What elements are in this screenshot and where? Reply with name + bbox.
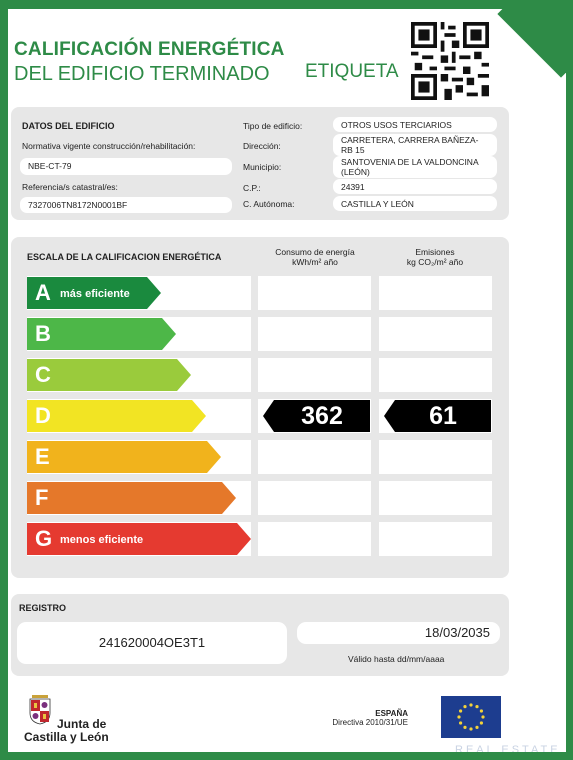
registro-section-title: REGISTRO xyxy=(19,603,67,613)
energy-class-f-arrow xyxy=(27,482,238,514)
scale-section-title: ESCALA DE LA CALIFICACION ENERGÉTICA xyxy=(27,252,222,262)
consumo-cell xyxy=(258,276,371,310)
direccion-line2: RB 15 xyxy=(341,145,365,155)
normativa-label: Normativa vigente construcción/rehabilitación: xyxy=(22,141,196,151)
eu-stars-icon xyxy=(441,696,501,738)
emisiones-cell xyxy=(379,276,492,310)
municipio-line1: SANTOVENIA DE LA VALDONCINA xyxy=(341,157,479,167)
energy-class-bar xyxy=(27,482,222,514)
emisiones-rating-marker xyxy=(384,400,492,432)
energy-class-letter: F xyxy=(35,485,49,510)
title-line2: DEL EDIFICIO TERMINADO xyxy=(14,63,270,85)
energy-class-tip xyxy=(162,318,176,350)
emisiones-header-line2: kg CO₂/m² año xyxy=(406,257,464,267)
municipio-value xyxy=(333,156,497,178)
energy-class-tip xyxy=(192,400,206,432)
consumo-cell xyxy=(258,358,371,392)
consumo-header-line2: kWh/m² año xyxy=(292,257,338,267)
energy-class-e-arrow xyxy=(27,441,223,473)
valid-until-label: Válido hasta dd/mm/aaaa xyxy=(348,654,445,664)
consumo-cell xyxy=(258,440,371,474)
energy-class-tip xyxy=(147,277,161,309)
directive-label: Directiva 2010/31/UE xyxy=(332,718,408,727)
direccion-label: Dirección: xyxy=(243,141,281,151)
autonoma-label: C. Autónoma: xyxy=(243,199,295,209)
watermark-text: REAL ESTATE xyxy=(455,744,561,752)
consumo-cell xyxy=(258,317,371,351)
energy-class-c-arrow xyxy=(27,359,193,391)
valid-until-date: 18/03/2035 xyxy=(297,622,500,644)
rating-marker-tip xyxy=(384,400,395,432)
autonoma-value: CASTILLA Y LEÓN xyxy=(333,196,497,211)
energy-class-tip xyxy=(177,359,191,391)
energy-class-letter: E xyxy=(35,444,50,469)
rating-marker-value: 362 xyxy=(274,400,370,432)
consumo-cell xyxy=(258,481,371,515)
title-line1: CALIFICACIÓN ENERGÉTICA xyxy=(14,39,285,60)
qr-code-icon xyxy=(411,22,489,100)
emisiones-cell xyxy=(379,481,492,515)
jcl-line2: Castilla y León xyxy=(24,730,109,744)
direccion-value xyxy=(333,134,497,156)
energy-class-tip xyxy=(222,482,236,514)
tipo-label: Tipo de edificio: xyxy=(243,121,303,131)
folded-corner xyxy=(497,9,566,78)
energy-class-sublabel: menos eficiente xyxy=(60,534,144,546)
energy-class-b-arrow xyxy=(27,318,178,350)
emisiones-cell xyxy=(379,440,492,474)
rating-marker-value: 61 xyxy=(395,400,491,432)
consumo-header-line1: Consumo de energía xyxy=(275,247,355,257)
eu-flag-icon xyxy=(441,696,501,738)
energy-class-letter: G xyxy=(35,526,53,551)
cp-label: C.P.: xyxy=(243,183,261,193)
tipo-value: OTROS USOS TERCIARIOS xyxy=(333,117,497,132)
etiqueta-label: ETIQUETA xyxy=(305,61,399,82)
consumo-rating-marker xyxy=(263,400,371,432)
municipio-line2: (LEÓN) xyxy=(341,167,370,177)
energy-class-letter: B xyxy=(35,321,51,346)
energy-class-tip xyxy=(237,523,251,555)
emisiones-header-line1: Emisiones xyxy=(415,247,455,257)
energy-class-g-arrow xyxy=(27,523,253,555)
rating-marker-tip xyxy=(263,400,274,432)
energy-class-sublabel: más eficiente xyxy=(60,288,130,300)
direccion-line1: CARRETERA, CARRERA BAÑEZA- xyxy=(341,135,479,145)
normativa-value: NBE-CT-79 xyxy=(20,158,232,175)
cp-value: 24391 xyxy=(333,179,497,194)
emisiones-cell xyxy=(379,522,492,556)
emisiones-cell xyxy=(379,358,492,392)
municipio-label: Municipio: xyxy=(243,162,282,172)
consumo-header xyxy=(258,247,372,267)
energy-class-d-arrow xyxy=(27,400,208,432)
jcl-line1: Junta de xyxy=(57,717,107,731)
consumo-cell xyxy=(258,522,371,556)
certificate-body xyxy=(8,9,566,752)
junta-castilla-leon-logo xyxy=(24,718,109,744)
emisiones-cell xyxy=(379,317,492,351)
energy-class-letter: A xyxy=(35,280,51,305)
energy-class-letter: D xyxy=(35,403,51,428)
energy-class-bar xyxy=(27,400,192,432)
catastral-value: 7327006TN8172N0001BF xyxy=(20,197,232,213)
catastral-label: Referencia/s catastral/es: xyxy=(22,182,118,192)
building-section-title: DATOS DEL EDIFICIO xyxy=(22,121,115,131)
energy-class-bar xyxy=(27,441,207,473)
emisiones-header xyxy=(378,247,492,267)
country-label: ESPAÑA xyxy=(375,709,408,718)
energy-class-letter: C xyxy=(35,362,51,387)
energy-class-a-arrow xyxy=(27,277,163,309)
energy-class-tip xyxy=(207,441,221,473)
registro-number: 241620004OE3T1 xyxy=(17,622,287,664)
